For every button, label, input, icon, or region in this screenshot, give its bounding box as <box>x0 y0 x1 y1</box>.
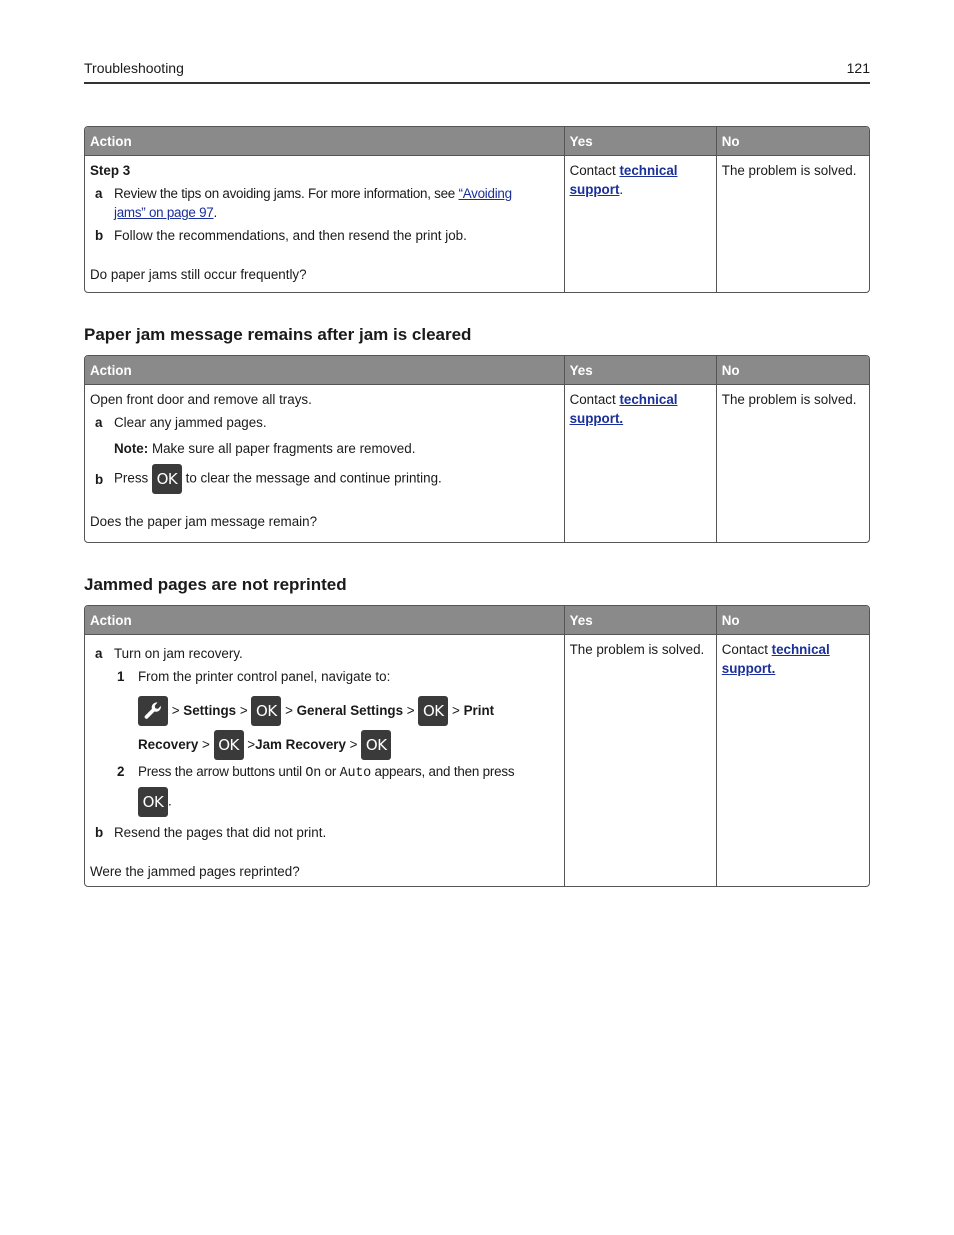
jam-message-table <box>84 355 870 543</box>
wrench-icon <box>138 696 168 726</box>
substep-1 <box>114 667 559 686</box>
note-label: Note: <box>114 441 149 456</box>
step-a-text: Review the tips on avoiding jams. For more information, see <box>114 186 459 201</box>
no-header: No <box>717 127 869 156</box>
technical-support-link[interactable]: technical <box>619 392 678 407</box>
ok-button-icon: OK <box>418 696 448 726</box>
step-a-label: a <box>95 186 103 201</box>
question-text: Do paper jams still occur frequently? <box>90 267 307 282</box>
header-section-title: Troubleshooting <box>84 60 184 76</box>
step-a <box>90 644 559 663</box>
yes-header: Yes <box>565 606 717 635</box>
ok-button-icon: OK <box>138 787 168 817</box>
section-title-jam-message: Paper jam message remains after jam is cleared <box>84 325 472 344</box>
technical-support-link[interactable]: technical <box>619 163 678 178</box>
on-option: On <box>305 766 322 781</box>
jam-recovery-label: Jam Recovery <box>255 737 346 752</box>
yes-header: Yes <box>565 356 717 385</box>
step-b-label: b <box>95 471 104 487</box>
technical-support-link-cont[interactable]: support. <box>721 661 776 676</box>
no-cell: The problem is solved. <box>721 392 857 407</box>
step-b-text: Resend the pages that did not print. <box>114 825 327 840</box>
menu-path-line-2: Recovery > OK >Jam Recovery > OK <box>138 728 559 762</box>
menu-path <box>114 694 559 762</box>
step-a-text: Clear any jammed pages. <box>114 415 267 430</box>
avoiding-jams-link-cont[interactable]: jams” on page 97 <box>114 205 214 220</box>
step-title: Step 3 <box>90 163 131 178</box>
yes-cell <box>565 156 717 292</box>
path-separator: > <box>236 703 252 718</box>
step-b-label: b <box>95 825 104 840</box>
avoiding-jams-link[interactable]: “Avoiding <box>458 186 512 201</box>
technical-support-link[interactable]: technical <box>771 642 830 657</box>
step3-table <box>84 126 870 293</box>
substep-2-label: 2 <box>117 764 125 779</box>
question-text: Were the jammed pages reprinted? <box>90 864 300 879</box>
auto-option: Auto <box>339 766 371 781</box>
action-cell <box>85 385 565 542</box>
substep-2 <box>114 762 559 783</box>
no-prefix: Contact <box>721 642 772 657</box>
yes-prefix: Contact <box>569 392 620 407</box>
ok-button-icon: OK <box>251 696 281 726</box>
step-a-label: a <box>95 646 103 661</box>
yes-cell: The problem is solved. <box>565 635 717 886</box>
question-text: Does the paper jam message remain? <box>90 514 318 529</box>
menu-path-line-1 <box>138 694 559 728</box>
general-settings-label: General Settings <box>296 703 404 718</box>
substep-2-text: Press the arrow buttons until <box>138 764 306 779</box>
step-b-press: Press <box>114 470 152 486</box>
no-header: No <box>717 606 869 635</box>
recovery-label: Recovery <box>138 737 199 752</box>
substep-1-text: From the printer control panel, navigate to: <box>138 669 391 684</box>
section-title-jammed-pages: Jammed pages are not reprinted <box>84 575 347 594</box>
yes-header: Yes <box>565 127 717 156</box>
action-header: Action <box>85 127 565 156</box>
no-cell: The problem is solved. <box>721 163 857 178</box>
yes-prefix: Contact <box>569 163 620 178</box>
period: . <box>168 793 172 809</box>
page-header <box>84 60 870 84</box>
substep-1-label: 1 <box>117 669 125 684</box>
path-separator: > <box>168 703 184 718</box>
step-b <box>90 823 559 842</box>
no-header: No <box>717 356 869 385</box>
page-number: 121 <box>846 60 870 76</box>
ok-button-icon: OK <box>214 730 244 760</box>
step-b-label: b <box>95 228 104 243</box>
technical-support-link-cont[interactable]: support <box>569 182 620 197</box>
note <box>90 439 559 458</box>
no-cell <box>717 635 869 886</box>
step-b-text: Follow the recommendations, and then resend the print job. <box>114 228 467 243</box>
note-text: Make sure all paper fragments are removed. <box>148 441 416 456</box>
step-a <box>90 184 559 222</box>
ok-button-icon: OK <box>152 464 182 494</box>
action-header: Action <box>85 356 565 385</box>
yes-suffix: . <box>619 182 624 197</box>
action-cell <box>85 635 565 886</box>
step-a-period: . <box>213 205 217 220</box>
ok-button-icon: OK <box>361 730 391 760</box>
or-text: or <box>321 764 340 779</box>
jam-recovery-table <box>84 605 870 887</box>
action-cell <box>85 156 565 292</box>
intro-text: Open front door and remove all trays. <box>90 392 312 407</box>
step-b <box>90 464 559 494</box>
technical-support-link-cont[interactable]: support. <box>569 411 624 426</box>
settings-label: Settings <box>183 703 237 718</box>
path-separator: > <box>448 703 464 718</box>
action-header: Action <box>85 606 565 635</box>
step-b <box>90 226 559 245</box>
substep-2-ok <box>114 787 559 817</box>
path-separator: > <box>403 703 419 718</box>
path-separator: > <box>281 703 297 718</box>
path-separator: > <box>198 737 214 752</box>
yes-cell <box>565 385 717 542</box>
print-label: Print <box>463 703 495 718</box>
step-a <box>90 413 559 432</box>
substep-2-text-cont: appears, and then press <box>371 764 515 779</box>
step-b-rest: to clear the message and continue printing. <box>181 470 442 486</box>
path-separator: > <box>345 737 362 752</box>
step-a-text: Turn on jam recovery. <box>114 646 243 661</box>
step-a-label: a <box>95 415 103 430</box>
